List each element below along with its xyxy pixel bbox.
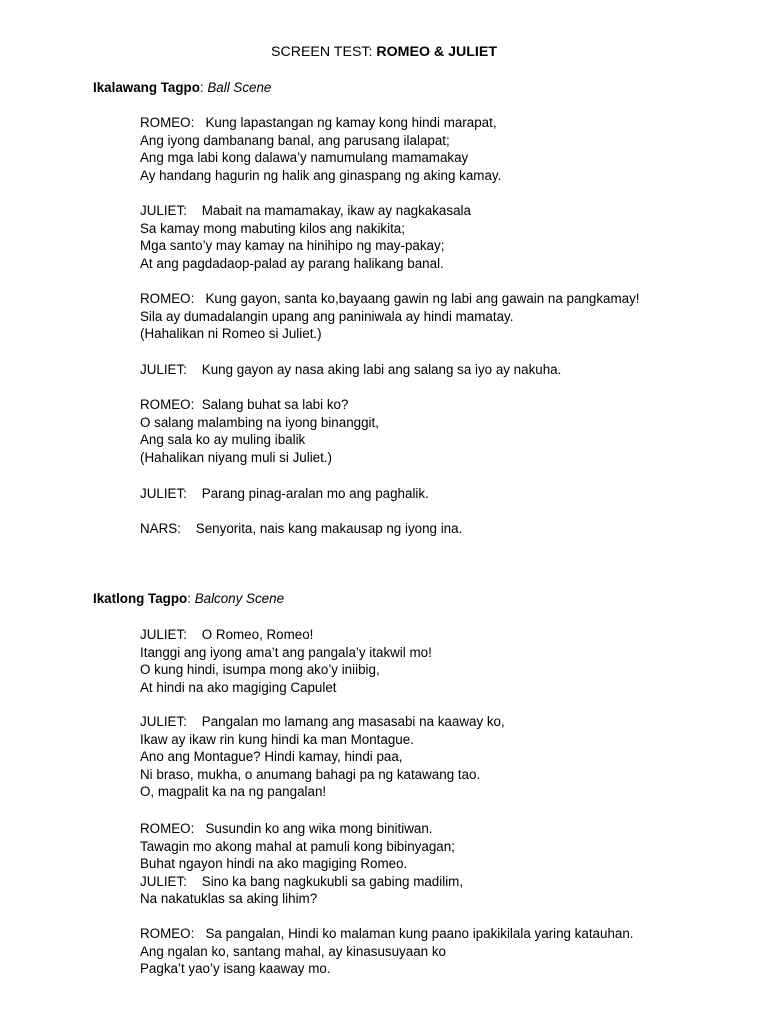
title-main: ROMEO & JULIET xyxy=(376,44,497,60)
dialogue-line: O salang malambing na iyong binanggit, xyxy=(140,414,379,430)
dialogue-line: Ang ngalan ko, santang mahal, ay kinasusuyaan ko xyxy=(140,943,446,959)
dialogue-line: NARS: Senyorita, nais kang makausap ng iyong ina. xyxy=(140,521,463,536)
dialogue-block xyxy=(140,361,561,379)
dialogue-line: At ang pagdadaop-palad ay parang halikang banal. xyxy=(140,255,444,271)
stage-direction: (Hahalikan ni Romeo si Juliet.) xyxy=(140,326,322,342)
dialogue-line: Pagka’t yao’y isang kaaway mo. xyxy=(140,961,331,977)
section-heading-label: Ikalawang Tagpo xyxy=(93,80,200,95)
dialogue-line: O kung hindi, isumpa mong ako’y iniibig, xyxy=(140,662,380,678)
dialogue-line: JULIET: Kung gayon ay nasa aking labi ang salang sa iyo ay nakuha. xyxy=(140,362,562,377)
dialogue-block xyxy=(140,820,463,908)
dialogue-line: JULIET: Mabait na mamamakay, ikaw ay nagkakasala xyxy=(140,203,471,218)
dialogue-block xyxy=(140,485,429,503)
dialogue-line: Sa kamay mong mabuting kilos ang nakikita; xyxy=(140,220,405,236)
title-prefix: SCREEN TEST: xyxy=(271,44,377,60)
dialogue-line: JULIET: O Romeo, Romeo! xyxy=(140,627,314,642)
dialogue-line: ROMEO: Kung lapastangan ng kamay kong hindi marapat, xyxy=(140,115,497,130)
dialogue-block xyxy=(140,202,471,272)
dialogue-line: ROMEO: Sa pangalan, Hindi ko malaman kung paano ipakikilala yaring katauhan. xyxy=(140,926,634,941)
dialogue-block xyxy=(140,626,432,696)
dialogue-line: Ay handang hagurin ng halik ang ginaspang ng aking kamay. xyxy=(140,167,502,183)
dialogue-line: Ikaw ay ikaw rin kung hindi ka man Montague. xyxy=(140,731,414,747)
section-heading-scene: Balcony Scene xyxy=(194,591,285,606)
dialogue-line: Na nakatuklas sa aking lihim? xyxy=(140,891,318,907)
dialogue-block xyxy=(140,396,379,466)
dialogue-line: JULIET: Sino ka bang nagkukubli sa gabing madilim, xyxy=(140,873,464,889)
dialogue-line: Buhat ngayon hindi na ako magiging Romeo. xyxy=(140,856,408,872)
dialogue-line: At hindi na ako magiging Capulet xyxy=(140,679,337,695)
dialogue-line: Sila ay dumadalangin upang ang paniniwala ay hindi mamatay. xyxy=(140,308,514,324)
dialogue-line: Mga santo’y may kamay na hinihipo ng may-pakay; xyxy=(140,238,445,254)
dialogue-block xyxy=(140,290,640,343)
dialogue-block xyxy=(140,925,634,978)
dialogue-line: Ano ang Montague? Hindi kamay, hindi paa, xyxy=(140,749,403,765)
section-heading-scene: Ball Scene xyxy=(207,80,272,95)
dialogue-line: Ang mga labi kong dalawa’y namumulang mamamakay xyxy=(140,150,469,166)
dialogue-line: JULIET: Parang pinag-aralan mo ang paghalik. xyxy=(140,486,429,501)
dialogue-line: O, magpalit ka na ng pangalan! xyxy=(140,784,327,800)
section-heading-ball-scene xyxy=(93,79,271,97)
dialogue-line: Tawagin mo akong mahal at pamuli kong bibinyagan; xyxy=(140,838,455,854)
dialogue-line: JULIET: Pangalan mo lamang ang masasabi na kaaway ko, xyxy=(140,714,505,729)
dialogue-block xyxy=(140,520,462,538)
section-heading-balcony-scene xyxy=(93,590,284,608)
dialogue-line: Ang iyong dambanang banal, ang parusang ilalapat; xyxy=(140,132,450,148)
dialogue-block xyxy=(140,713,505,801)
document-title xyxy=(0,43,768,61)
dialogue-line: Ni braso, mukha, o anumang bahagi pa ng katawang tao. xyxy=(140,766,481,782)
dialogue-line: Itanggi ang iyong ama’t ang pangala’y itakwil mo! xyxy=(140,644,432,660)
stage-direction: (Hahalikan niyang muli si Juliet.) xyxy=(140,449,333,465)
section-heading-separator: : xyxy=(199,80,208,95)
section-heading-separator: : xyxy=(187,591,195,606)
dialogue-block xyxy=(140,114,501,184)
dialogue-line: ROMEO: Susundin ko ang wika mong binitiwan. xyxy=(140,821,433,836)
dialogue-line: Ang sala ko ay muling ibalik xyxy=(140,432,306,448)
dialogue-line: ROMEO: Kung gayon, santa ko,bayaang gawin ng labi ang gawain na pangkamay! xyxy=(140,291,640,306)
dialogue-line: ROMEO: Salang buhat sa labi ko? xyxy=(140,397,349,412)
section-heading-label: Ikatlong Tagpo xyxy=(93,591,188,606)
